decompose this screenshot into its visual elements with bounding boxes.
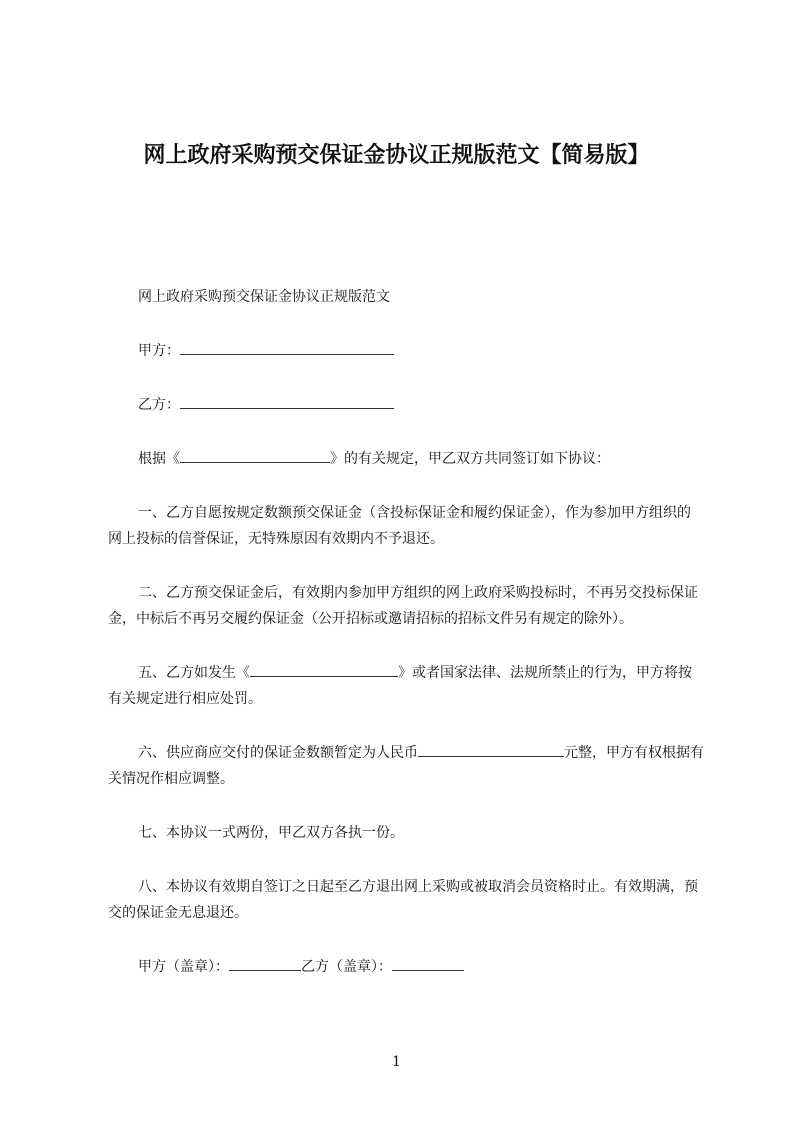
clause-5-suffix: 》或者国家法律、法规所禁止的行为，甲方将按有关规定进行相应处罚。 xyxy=(108,665,692,707)
violation-rule-blank xyxy=(250,660,398,677)
clause-6-prefix: 六、供应商应交付的保证金数额暂定为人民币 xyxy=(138,745,418,761)
party-a-blank xyxy=(180,338,394,355)
sign-a-label: 甲方（盖章）： xyxy=(138,959,229,975)
document-subtitle: 网上政府采购预交保证金协议正规版范文 xyxy=(138,289,390,305)
deposit-amount-blank xyxy=(418,740,564,757)
clause-2: 二、乙方预交保证金后，有效期内参加甲方组织的网上政府采购投标时，不再另交投标保证金，中标后不再另交履约保证金（公开招标或邀请招标的招标文件另有规定的除外）。 xyxy=(108,585,698,627)
party-b-line xyxy=(108,392,704,418)
clause-5 xyxy=(108,660,704,712)
signature-line xyxy=(108,954,704,980)
sign-a-blank xyxy=(229,954,301,971)
party-a-label: 甲方： xyxy=(138,343,180,359)
clause-8: 八、本协议有效期自签订之日起至乙方退出网上采购或被取消会员资格时止。有效期满，预交的保证金无息退还。 xyxy=(108,879,698,921)
intro-line xyxy=(108,446,704,472)
clause-5-prefix: 五、乙方如发生《 xyxy=(138,665,250,681)
page-number: 1 xyxy=(392,1054,401,1070)
party-b-blank xyxy=(180,392,394,409)
clause-1: 一、乙方自愿按规定数额预交保证金（含投标保证金和履约保证金），作为参加甲方组织的网上投标的信誉保证，无特殊原因有效期内不予退还。 xyxy=(108,505,691,547)
sign-b-label: 乙方（盖章）： xyxy=(301,959,392,975)
intro-suffix: 》的有关规定，甲乙双方共同签订如下协议： xyxy=(330,451,610,467)
clause-6 xyxy=(108,740,704,792)
regulation-name-blank xyxy=(180,446,330,463)
document-body xyxy=(108,284,704,980)
clause-6-suffix: 元整，甲方有权根据有关情况作相应调整。 xyxy=(108,745,704,787)
intro-prefix: 根据《 xyxy=(138,451,180,467)
party-a-line xyxy=(108,338,704,364)
sign-b-blank xyxy=(392,954,464,971)
clause-7: 七、本协议一式两份，甲乙双方各执一份。 xyxy=(138,825,404,841)
party-b-label: 乙方： xyxy=(138,397,180,413)
document-title: 网上政府采购预交保证金协议正规版范文【简易版】 xyxy=(143,143,650,168)
